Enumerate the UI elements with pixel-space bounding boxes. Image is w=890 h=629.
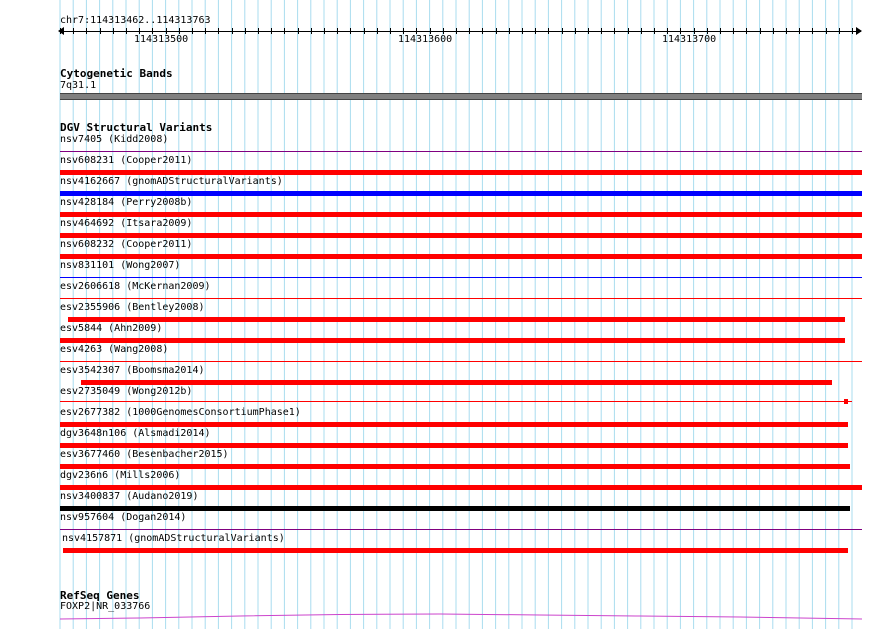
- feature-line[interactable]: [60, 361, 862, 362]
- minor-tick: [113, 28, 114, 34]
- minor-tick: [311, 28, 312, 34]
- feature-label: esv2677382 (1000GenomesConsortiumPhase1): [60, 407, 301, 418]
- feature-bar[interactable]: [60, 191, 862, 196]
- minor-tick: [733, 28, 734, 34]
- minor-tick: [641, 28, 642, 34]
- minor-tick: [826, 28, 827, 34]
- minor-tick: [548, 28, 549, 34]
- feature-label: nsv4157871 (gnomADStructuralVariants): [62, 533, 285, 544]
- minor-tick: [812, 28, 813, 34]
- minor-tick: [839, 28, 840, 34]
- minor-tick: [799, 28, 800, 34]
- feature-bar[interactable]: [60, 338, 845, 343]
- feature-bar[interactable]: [60, 401, 852, 402]
- feature-bar[interactable]: [60, 170, 862, 175]
- minor-tick: [852, 28, 853, 34]
- feature-label: nsv464692 (Itsara2009): [60, 218, 193, 229]
- minor-tick: [575, 28, 576, 34]
- feature-label: esv3542307 (Boomsma2014): [60, 365, 205, 376]
- feature-bar[interactable]: [60, 464, 850, 469]
- minor-tick: [522, 28, 523, 34]
- minor-tick: [562, 28, 563, 34]
- minor-tick: [720, 28, 721, 34]
- minor-tick: [760, 28, 761, 34]
- feature-line[interactable]: [60, 151, 862, 152]
- minor-tick: [126, 28, 127, 34]
- feature-label: esv5844 (Ahn2009): [60, 323, 163, 334]
- feature-label: nsv957604 (Dogan2014): [60, 512, 187, 523]
- ruler-label-2: 114313600: [398, 34, 453, 45]
- feature-label: nsv608232 (Cooper2011): [60, 239, 193, 250]
- ruler-line: [60, 31, 861, 32]
- minor-tick: [496, 28, 497, 34]
- cytoband-bar[interactable]: [60, 93, 862, 100]
- feature-label: esv2735049 (Wong2012b): [60, 386, 193, 397]
- minor-tick: [337, 28, 338, 34]
- feature-label: nsv608231 (Cooper2011): [60, 155, 193, 166]
- feature-label: esv3677460 (Besenbacher2015): [60, 449, 229, 460]
- feature-bar[interactable]: [60, 422, 848, 427]
- minor-tick: [456, 28, 457, 34]
- minor-tick: [232, 28, 233, 34]
- minor-tick: [350, 28, 351, 34]
- feature-bar[interactable]: [60, 254, 862, 259]
- minor-tick: [773, 28, 774, 34]
- minor-tick: [192, 28, 193, 34]
- feature-label: nsv428184 (Perry2008b): [60, 197, 193, 208]
- feature-line[interactable]: [60, 298, 862, 299]
- minor-tick: [73, 28, 74, 34]
- cytoband-label: 7q31.1: [60, 80, 97, 91]
- minor-tick: [509, 28, 510, 34]
- minor-tick: [205, 28, 206, 34]
- feature-line[interactable]: [60, 529, 862, 530]
- minor-tick: [469, 28, 470, 34]
- feature-label: esv2606618 (McKernan2009): [60, 281, 211, 292]
- feature-end-marker: [844, 399, 848, 404]
- locus-label: chr7:114313462..114313763: [60, 15, 211, 26]
- feature-label: nsv4162667 (gnomADStructuralVariants): [60, 176, 283, 187]
- minor-tick: [746, 28, 747, 34]
- feature-label: nsv831101 (Wong2007): [60, 260, 181, 271]
- feature-label: dgv236n6 (Mills2006): [60, 470, 181, 481]
- minor-tick: [86, 28, 87, 34]
- minor-tick: [482, 28, 483, 34]
- minor-tick: [364, 28, 365, 34]
- feature-bar[interactable]: [60, 233, 862, 238]
- gene-label: FOXP2|NR_033766: [60, 601, 151, 612]
- minor-tick: [535, 28, 536, 34]
- feature-line[interactable]: [60, 277, 862, 278]
- feature-bar[interactable]: [68, 317, 845, 322]
- minor-tick: [324, 28, 325, 34]
- minor-tick: [614, 28, 615, 34]
- refseq-track-title: RefSeq Genes: [60, 589, 140, 602]
- ruler-label-1: 114313500: [134, 34, 189, 45]
- dgv-track-title: DGV Structural Variants: [60, 121, 213, 134]
- feature-label: esv2355906 (Bentley2008): [60, 302, 205, 313]
- feature-bar[interactable]: [81, 380, 832, 385]
- minor-tick: [100, 28, 101, 34]
- minor-tick: [60, 28, 61, 34]
- minor-tick: [245, 28, 246, 34]
- minor-tick: [218, 28, 219, 34]
- feature-label: nsv7405 (Kidd2008): [60, 134, 169, 145]
- minor-tick: [786, 28, 787, 34]
- minor-tick: [601, 28, 602, 34]
- cytoband-track-title: Cytogenetic Bands: [60, 67, 173, 80]
- minor-tick: [258, 28, 259, 34]
- feature-bar[interactable]: [60, 443, 848, 448]
- minor-tick: [628, 28, 629, 34]
- feature-label: dgv3648n106 (Alsmadi2014): [60, 428, 211, 439]
- feature-label: esv4263 (Wang2008): [60, 344, 169, 355]
- ruler-label-3: 114313700: [662, 34, 717, 45]
- gene-model-line[interactable]: [0, 606, 890, 626]
- minor-tick: [271, 28, 272, 34]
- feature-bar[interactable]: [60, 212, 862, 217]
- feature-bar[interactable]: [60, 506, 850, 511]
- minor-tick: [654, 28, 655, 34]
- minor-tick: [284, 28, 285, 34]
- feature-bar[interactable]: [60, 485, 862, 490]
- minor-tick: [390, 28, 391, 34]
- minor-tick: [298, 28, 299, 34]
- minor-tick: [588, 28, 589, 34]
- feature-bar[interactable]: [63, 548, 848, 553]
- minor-tick: [377, 28, 378, 34]
- feature-label: nsv3400837 (Audano2019): [60, 491, 199, 502]
- scroll-right-arrow[interactable]: [856, 27, 862, 35]
